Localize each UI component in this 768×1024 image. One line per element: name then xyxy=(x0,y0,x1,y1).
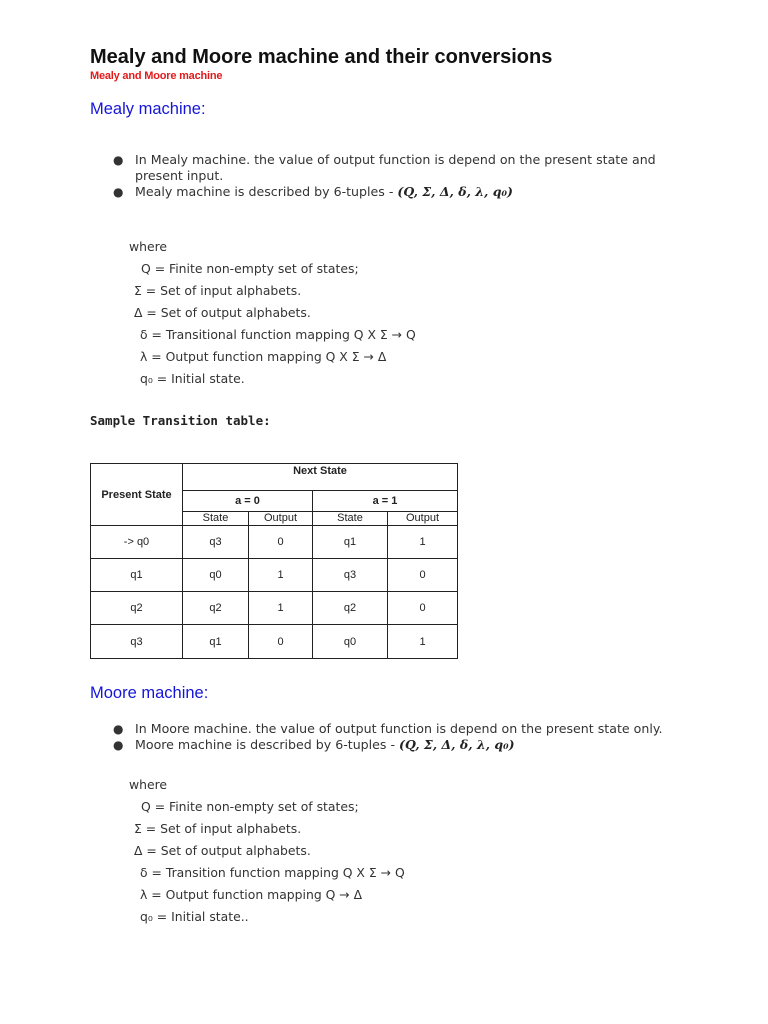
table-cell: q2 xyxy=(183,592,249,625)
mealy-def-output-alphabet: Δ = Set of output alphabets. xyxy=(134,305,311,320)
table-cell: 0 xyxy=(388,559,458,592)
page-title: Mealy and Moore machine and their conversions xyxy=(90,46,553,68)
moore-tuple: (Q, Σ, Δ, δ, λ, q₀) xyxy=(399,737,515,752)
header-output-a1: Output xyxy=(388,511,458,525)
table-cell: 1 xyxy=(249,592,313,625)
transition-table xyxy=(90,463,458,659)
table-cell: q1 xyxy=(183,625,249,659)
moore-bullet-list xyxy=(91,721,731,753)
table-cell: 1 xyxy=(388,625,458,659)
table-cell: 0 xyxy=(249,625,313,659)
mealy-def-initial-state: q₀ = Initial state. xyxy=(140,371,245,386)
transition-table-label: Sample Transition table: xyxy=(90,413,271,428)
list-item: ● Mealy machine is described by 6-tuples - (Q, Σ, Δ, δ, λ, q₀) xyxy=(113,184,513,199)
mealy-def-transition: δ = Transitional function mapping Q X Σ → Q xyxy=(140,327,416,342)
moore-def-states: Q = Finite non-empty set of states; xyxy=(141,799,359,814)
moore-def-output-function: λ = Output function mapping Q → Δ xyxy=(140,887,363,902)
table-row xyxy=(91,559,458,592)
mealy-bullet-list xyxy=(91,152,691,200)
list-item: ● In Mealy machine. the value of output function is depend on the present state and present input. xyxy=(113,152,656,183)
table-cell: 1 xyxy=(388,526,458,559)
header-state-a0: State xyxy=(183,511,249,525)
moore-where-label: where xyxy=(129,777,168,792)
mealy-def-input-alphabet: Σ = Set of input alphabets. xyxy=(134,283,302,298)
header-input-a0: a = 0 xyxy=(183,491,313,511)
bullet-icon: ● xyxy=(113,722,124,736)
table-cell: -> q0 xyxy=(91,526,183,559)
list-item: ● Moore machine is described by 6-tuples - (Q, Σ, Δ, δ, λ, q₀) xyxy=(113,737,515,752)
page-subtitle: Mealy and Moore machine xyxy=(90,70,223,82)
moore-heading: Moore machine: xyxy=(90,684,209,702)
moore-def-output-alphabet: Δ = Set of output alphabets. xyxy=(134,843,311,858)
header-output-a0: Output xyxy=(249,511,313,525)
table-cell: q1 xyxy=(91,559,183,592)
mealy-heading: Mealy machine: xyxy=(90,100,206,118)
mealy-where-label: where xyxy=(129,239,168,254)
bullet-icon: ● xyxy=(113,185,124,199)
moore-def-input-alphabet: Σ = Set of input alphabets. xyxy=(134,821,302,836)
moore-def-transition: δ = Transition function mapping Q X Σ → Q xyxy=(140,865,405,880)
table-cell: q3 xyxy=(91,625,183,659)
table-cell: 0 xyxy=(249,526,313,559)
mealy-def-states: Q = Finite non-empty set of states; xyxy=(141,261,359,276)
table-row xyxy=(91,592,458,625)
table-cell: q2 xyxy=(313,592,388,625)
header-present-state: Present State xyxy=(91,464,183,526)
table-cell: q0 xyxy=(313,625,388,659)
table-cell: q2 xyxy=(91,592,183,625)
table-cell: q3 xyxy=(183,526,249,559)
header-next-state: Next State xyxy=(183,464,458,491)
table-row xyxy=(91,526,458,559)
header-input-a1: a = 1 xyxy=(313,491,458,511)
table-cell: 0 xyxy=(388,592,458,625)
mealy-def-output-function: λ = Output function mapping Q X Σ → Δ xyxy=(140,349,387,364)
list-item: ● In Moore machine. the value of output function is depend on the present state only. xyxy=(113,721,663,736)
header-state-a1: State xyxy=(313,511,388,525)
moore-def-initial-state: q₀ = Initial state.. xyxy=(140,909,249,924)
table-cell: 1 xyxy=(249,559,313,592)
bullet-icon: ● xyxy=(113,153,124,167)
mealy-tuple: (Q, Σ, Δ, δ, λ, q₀) xyxy=(397,184,513,199)
bullet-icon: ● xyxy=(113,738,124,752)
table-cell: q3 xyxy=(313,559,388,592)
table-cell: q0 xyxy=(183,559,249,592)
table-cell: q1 xyxy=(313,526,388,559)
table-row xyxy=(91,625,458,659)
